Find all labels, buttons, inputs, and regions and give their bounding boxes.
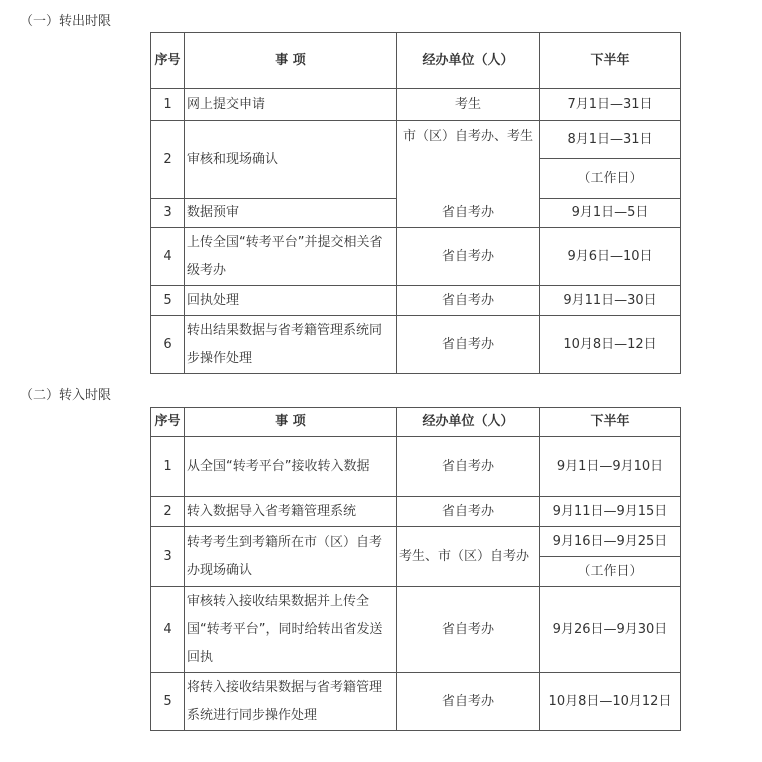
row-period: 10月8日—10月12日 — [540, 673, 681, 731]
section-title-transfer-in: （二）转入时限 — [20, 388, 112, 403]
table-row — [151, 89, 681, 121]
row-no: 6 — [151, 316, 185, 374]
row-item: 转出结果数据与省考籍管理系统同步操作处理 — [185, 316, 397, 374]
row-no: 1 — [151, 437, 185, 497]
row-unit: 省自考办 — [397, 437, 540, 497]
row-period: 9月11日—30日 — [540, 286, 681, 316]
row-no: 2 — [151, 497, 185, 527]
header-no: 序号 — [151, 33, 185, 89]
header-period: 下半年 — [540, 408, 681, 437]
table-row — [151, 228, 681, 286]
row-no: 2 — [151, 121, 185, 199]
table-row — [151, 316, 681, 374]
row-item: 审核和现场确认 — [185, 121, 397, 199]
row-item: 回执处理 — [185, 286, 397, 316]
row-no: 3 — [151, 527, 185, 587]
transfer-in-table — [150, 407, 681, 731]
row-period: 9月26日—9月30日 — [540, 587, 681, 673]
section-title-transfer-out: （一）转出时限 — [20, 14, 112, 29]
row-period-note: （工作日） — [540, 557, 681, 587]
row-unit: 省自考办 — [397, 587, 540, 673]
row-period: 9月1日—9月10日 — [540, 437, 681, 497]
table-header-row — [151, 408, 681, 437]
row-no: 5 — [151, 286, 185, 316]
table-row — [151, 199, 681, 228]
row-item: 从全国“转考平台”接收转入数据 — [185, 437, 397, 497]
table-row — [151, 497, 681, 527]
row-unit: 省自考办 — [397, 497, 540, 527]
row-period: 9月6日—10日 — [540, 228, 681, 286]
table-row — [151, 121, 681, 159]
row-no: 5 — [151, 673, 185, 731]
row-no: 4 — [151, 587, 185, 673]
row-unit: 省自考办 — [397, 228, 540, 286]
header-unit: 经办单位（人） — [397, 408, 540, 437]
row-item: 将转入接收结果数据与省考籍管理系统进行同步操作处理 — [185, 673, 397, 731]
row-unit: 省自考办 — [397, 673, 540, 731]
table-row — [151, 673, 681, 731]
row-period-note: （工作日） — [540, 159, 681, 199]
row-period: 7月1日—31日 — [540, 89, 681, 121]
transfer-out-table — [150, 32, 681, 374]
row-unit: 省自考办 — [397, 316, 540, 374]
row-period: 8月1日—31日 — [540, 121, 681, 159]
row-period: 10月8日—12日 — [540, 316, 681, 374]
row-item: 数据预审 — [185, 199, 397, 228]
row-period: 9月11日—9月15日 — [540, 497, 681, 527]
row-no: 3 — [151, 199, 185, 228]
row-item: 上传全国“转考平台”并提交相关省级考办 — [185, 228, 397, 286]
row-item: 转考考生到考籍所在市（区）自考办现场确认 — [185, 527, 397, 587]
table-row — [151, 527, 681, 557]
table-row — [151, 286, 681, 316]
row-period: 9月1日—5日 — [540, 199, 681, 228]
row-unit: 市（区）自考办、考生 — [397, 121, 540, 199]
header-item: 事 项 — [185, 33, 397, 89]
row-unit: 省自考办 — [397, 286, 540, 316]
row-no: 1 — [151, 89, 185, 121]
header-no: 序号 — [151, 408, 185, 437]
row-unit: 省自考办 — [397, 199, 540, 228]
row-period: 9月16日—9月25日 — [540, 527, 681, 557]
header-item: 事 项 — [185, 408, 397, 437]
row-unit: 考生、市（区）自考办 — [397, 527, 540, 587]
row-item: 网上提交申请 — [185, 89, 397, 121]
row-item: 转入数据导入省考籍管理系统 — [185, 497, 397, 527]
header-period: 下半年 — [540, 33, 681, 89]
header-unit: 经办单位（人） — [397, 33, 540, 89]
row-item: 审核转入接收结果数据并上传全国“转考平台”，同时给转出省发送回执 — [185, 587, 397, 673]
row-unit: 考生 — [397, 89, 540, 121]
row-no: 4 — [151, 228, 185, 286]
table-row — [151, 437, 681, 497]
table-header-row — [151, 33, 681, 89]
table-row — [151, 587, 681, 673]
